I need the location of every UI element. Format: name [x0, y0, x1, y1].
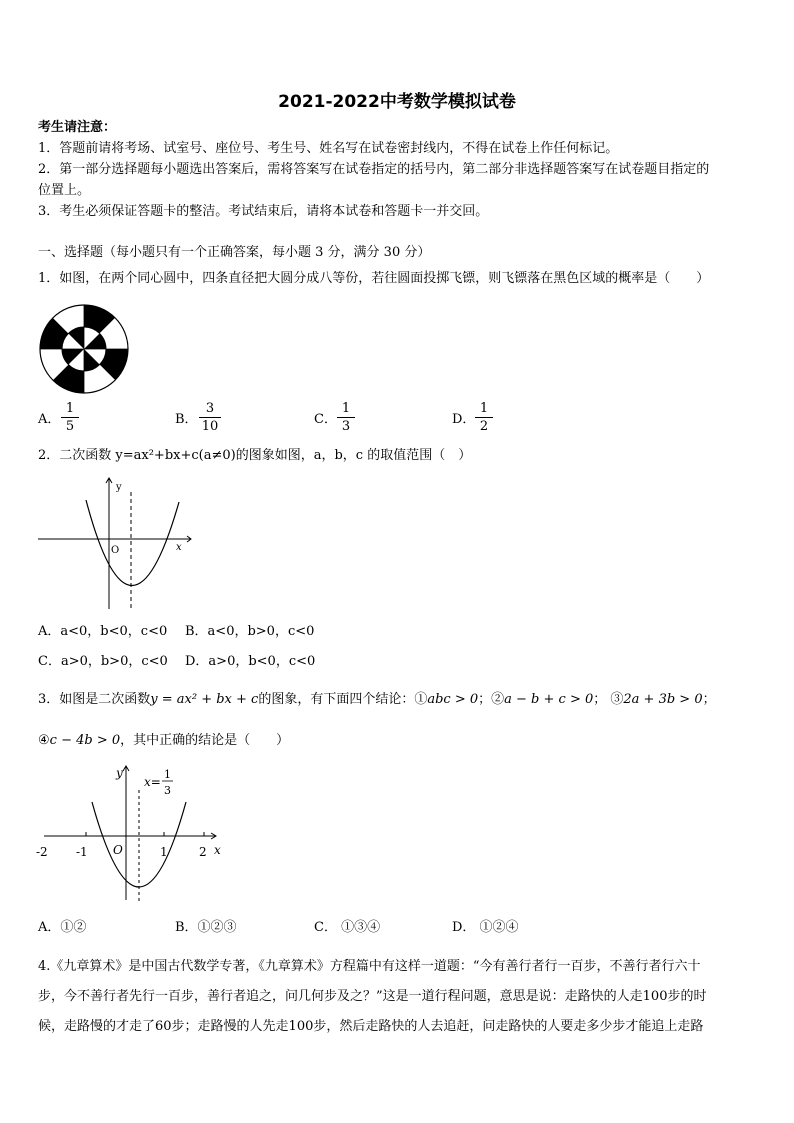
q2-option-c: C．a>0，b>0，c<0	[38, 654, 168, 669]
q2-y-label: y	[116, 482, 122, 493]
q3-conclusion-4: c − 4b > 0	[49, 733, 121, 748]
q1-option-c-label: C．	[314, 412, 337, 427]
q3-x-label: x	[214, 843, 221, 857]
q3-stem-line1: 3．如图是二次函数y = ax² + bx + c的图象，有下面四个结论：①abc > 0；②a − b + c > 0； ③2a + 3b > 0；	[38, 692, 716, 707]
q1-stem: 1．如图，在两个同心圆中，四条直径把大圆分成八等份，若往圆面投掷飞镖，则飞镖落在黑色区域的概率是（ ）	[38, 271, 710, 286]
notice-item-2-cont: 位置上。	[38, 183, 91, 198]
q3-option-a: A．①②	[38, 920, 87, 935]
q1-option-d-label: D．	[452, 412, 476, 427]
q3-axis-num: 1	[164, 768, 171, 781]
notice-item-2: 2．第一部分选择题每小题选出答案后，需将答案写在试卷指定的括号内，第二部分非选择题答案写在试卷题目指定的	[38, 162, 710, 177]
section-heading: 一、选择题（每小题只有一个正确答案，每小题 3 分，满分 30 分）	[38, 245, 431, 260]
q3-parabola-graph	[34, 762, 224, 904]
q3-origin-label: O	[113, 843, 123, 857]
q1-option-a-fraction: 1 5	[61, 401, 79, 434]
q2-option-d: D．a>0，b<0，c<0	[185, 654, 316, 669]
page-title: 2021-2022中考数学模拟试卷	[278, 92, 516, 112]
q3-tick-1: 1	[160, 845, 168, 859]
q3-tick-neg1: -1	[76, 845, 88, 859]
q1-option-b-label: B．	[175, 412, 198, 427]
q3-option-d: D． ①②④	[452, 920, 519, 935]
notice-item-3: 3．考生必须保证答题卡的整洁。考试结束后，请将本试卷和答题卡一并交回。	[38, 204, 489, 219]
q3-axis-eq: x=	[144, 775, 161, 789]
q3-tick-2: 2	[199, 845, 207, 859]
q4-line-1: 4.《九章算术》是中国古代数学专著，《九章算术》方程篇中有这样一道题：“今有善行者行一百步，不善行者行六十	[38, 959, 701, 974]
q3-formula: y = ax² + bx + c	[150, 692, 259, 707]
q4-line-3: 候，走路慢的才走了60步；走路慢的人先走100步，然后走路快的人去追赶，问走路快的人要走多少步才能追上走路	[38, 1019, 704, 1034]
q2-option-a: A．a<0，b<0，c<0	[38, 624, 168, 639]
q3-y-label: y	[116, 766, 123, 780]
q4-line-2: 步，今不善行者先行一百步，善行者追之，问几何步及之？”这是一道行程问题，意思是说：走路快的人走100步的时	[38, 989, 707, 1004]
q3-option-b: B．①②③	[175, 920, 237, 935]
q1-option-a-label: A．	[38, 412, 61, 427]
q3-option-c: C． ①③④	[314, 920, 381, 935]
q3-conclusion-3: 2a + 3b > 0	[623, 692, 703, 707]
q1-option-d-fraction: 1 2	[475, 401, 493, 434]
q1-target-figure	[38, 303, 130, 395]
q3-conclusion-1: abc > 0	[427, 692, 479, 707]
notice-item-1: 1．答题前请将考场、试室号、座位号、考生号、姓名写在试卷密封线内，不得在试卷上作任何标记。	[38, 141, 619, 156]
notice-heading: 考生请注意：	[38, 120, 117, 135]
q2-x-label: x	[176, 542, 182, 553]
q2-option-b: B．a<0，b>0，c<0	[185, 624, 315, 639]
q3-stem-line2: ④c − 4b > 0，其中正确的结论是（ ）	[38, 733, 290, 748]
q1-option-c-fraction: 1 3	[337, 401, 355, 434]
q3-axis-den: 3	[164, 784, 171, 797]
q3-conclusion-2: a − b + c > 0	[504, 692, 594, 707]
q2-parabola-graph	[36, 472, 196, 612]
q1-option-b-fraction: 3 10	[199, 401, 221, 434]
q2-origin-label: O	[111, 545, 120, 556]
q2-parabola	[86, 500, 179, 586]
q3-tick-neg2: -2	[36, 845, 48, 859]
q2-stem: 2．二次函数 y=ax²+bx+c(a≠0)的图象如图，a，b，c 的取值范围（ ）	[38, 448, 472, 463]
